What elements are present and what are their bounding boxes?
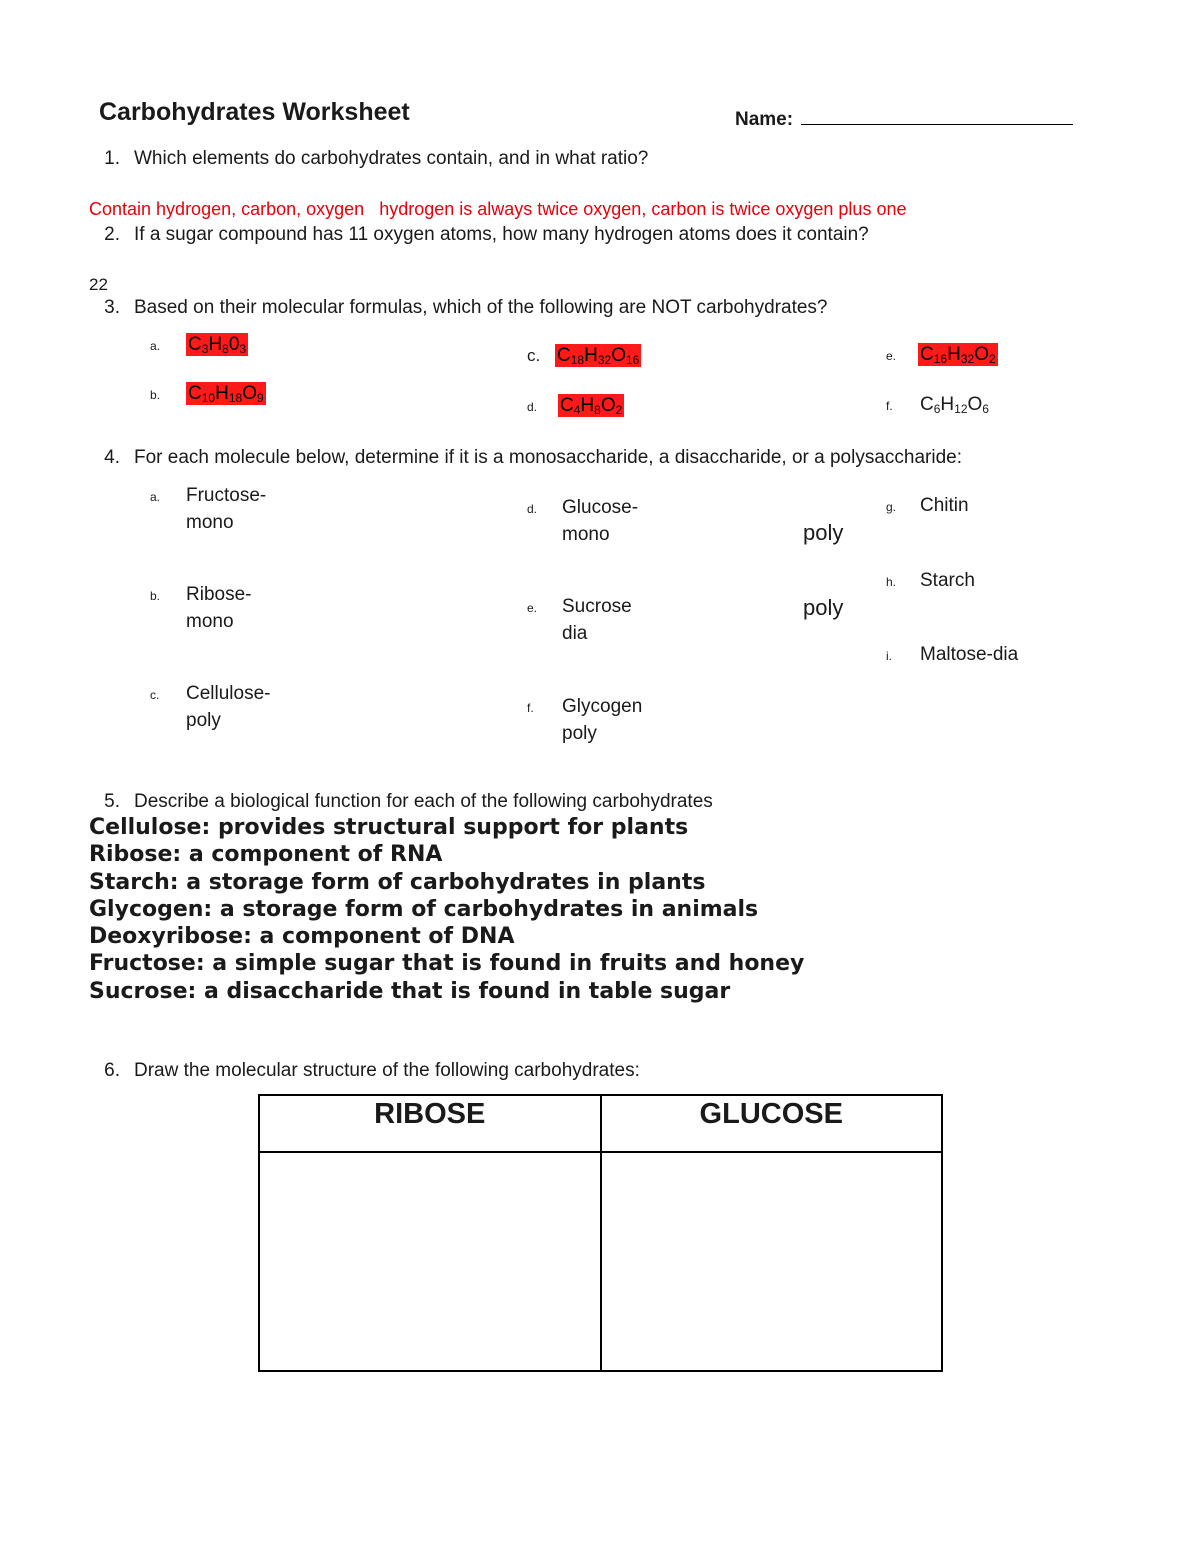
item-name: Fructose- — [186, 485, 267, 506]
question-text: Which elements do carbohydrates contain, and in what ratio? — [134, 148, 649, 169]
item-letter: a. — [150, 490, 161, 504]
answer-deoxyribose: Deoxyribose: a component of DNA — [89, 924, 515, 950]
item-answer: mono — [186, 611, 234, 632]
drawing-area-glucose[interactable] — [601, 1152, 943, 1371]
item-letter: b. — [150, 589, 161, 603]
item-name: Glucose- — [562, 497, 639, 518]
question-3 — [98, 297, 1098, 321]
option-b — [150, 383, 266, 405]
item-answer: poly — [186, 710, 221, 731]
question-1 — [98, 148, 1098, 172]
answer-cellulose: Cellulose: provides structural support for plants — [89, 815, 689, 840]
question-number: 4. — [104, 447, 120, 468]
formula-highlight: $C_{10}H_{18}O_9$ — [188, 383, 264, 405]
question-2 — [98, 224, 1098, 248]
answer-chitin: poly — [803, 520, 844, 545]
question-text: For each molecule below, determine if it is a monosaccharide, a disaccharide, or a polysaccharide: — [134, 447, 962, 468]
question-number: 5. — [104, 791, 120, 812]
item-name: Glycogen — [562, 696, 643, 717]
item-letter: e. — [527, 601, 538, 615]
answer-glycogen: Glycogen: a storage form of carbohydrates in animals — [89, 896, 759, 922]
item-letter: i. — [886, 649, 892, 663]
item-letter: g. — [886, 500, 897, 514]
item-name: Ribose- — [186, 584, 252, 605]
formula: $C_6H_{12}O_6$ — [920, 394, 989, 416]
molecule-g — [886, 495, 969, 517]
item-name: Maltose-dia — [920, 644, 1019, 665]
answer-starch: poly — [803, 595, 844, 620]
option-letter: f. — [886, 399, 893, 413]
item-letter: d. — [527, 502, 538, 516]
option-letter: e. — [886, 349, 897, 363]
molecule-i — [886, 644, 1018, 666]
item-answer: mono — [562, 524, 610, 545]
question-5 — [98, 791, 1098, 815]
item-name: Sucrose — [562, 596, 632, 617]
formula-highlight: $C_3H_80_3$ — [188, 334, 247, 356]
item-answer: dia — [562, 623, 588, 644]
item-name: Starch — [920, 570, 975, 591]
answer-fructose: Fructose: a simple sugar that is found in fruits and honey — [89, 951, 805, 977]
option-c — [527, 345, 641, 367]
answer-1: Contain hydrogen, carbon, oxygen hydrogen is always twice oxygen, carbon is twice oxygen plus one — [89, 199, 907, 219]
molecule-a — [150, 483, 266, 535]
formula-highlight: $C_{16}H_{32}O_2$ — [920, 344, 996, 366]
question-text: Based on their molecular formulas, which of the following are NOT carbohydrates? — [134, 297, 828, 318]
name-label: Name: — [735, 109, 794, 130]
item-name: Cellulose- — [186, 683, 271, 704]
question-text: Describe a biological function for each of the following carbohydrates — [134, 791, 713, 812]
answer-2: 22 — [89, 275, 108, 294]
option-letter: b. — [150, 388, 161, 402]
formula-highlight: $C_4H_8O_2$ — [560, 395, 623, 417]
option-letter: d. — [527, 400, 538, 414]
question-number: 1. — [104, 148, 120, 169]
item-letter: f. — [527, 701, 534, 715]
item-answer: mono — [186, 512, 234, 533]
item-letter: c. — [150, 688, 160, 702]
name-field[interactable] — [735, 106, 1073, 131]
option-f — [886, 394, 989, 416]
question-6 — [98, 1060, 1098, 1084]
drawing-table — [258, 1094, 943, 1372]
molecule-c — [150, 681, 270, 733]
answer-starch-function: Starch: a storage form of carbohydrates in plants — [89, 869, 706, 895]
function-answers — [89, 814, 804, 1005]
molecule-f — [527, 694, 642, 746]
question-text: If a sugar compound has 11 oxygen atoms, how many hydrogen atoms does it contain? — [134, 224, 869, 245]
molecule-e — [527, 594, 632, 646]
option-letter: c. — [527, 346, 541, 365]
item-name: Chitin — [920, 495, 969, 516]
answer-sucrose: Sucrose: a disaccharide that is found in table sugar — [89, 978, 731, 1004]
question-text: Draw the molecular structure of the following carbohydrates: — [134, 1060, 640, 1081]
question-number: 3. — [104, 297, 120, 318]
question-number: 6. — [104, 1060, 120, 1081]
question-4 — [98, 447, 1158, 471]
name-blank-line[interactable] — [801, 106, 1073, 125]
molecule-h — [886, 570, 975, 592]
option-a — [150, 334, 248, 356]
column-header-glucose: GLUCOSE — [601, 1095, 943, 1152]
question-number: 2. — [104, 224, 120, 245]
option-d — [527, 395, 624, 417]
item-letter: h. — [886, 575, 897, 589]
formula-highlight: $C_{18}H_{32}O_{16}$ — [557, 345, 640, 367]
column-header-ribose: RIBOSE — [259, 1095, 601, 1152]
drawing-area-ribose[interactable] — [259, 1152, 601, 1371]
molecule-b — [150, 582, 251, 634]
item-answer: poly — [562, 723, 597, 744]
worksheet-title: Carbohydrates Worksheet — [99, 98, 410, 126]
option-letter: a. — [150, 339, 161, 353]
molecule-d — [527, 495, 638, 547]
option-e — [886, 344, 998, 366]
answer-ribose: Ribose: a component of RNA — [89, 842, 443, 868]
